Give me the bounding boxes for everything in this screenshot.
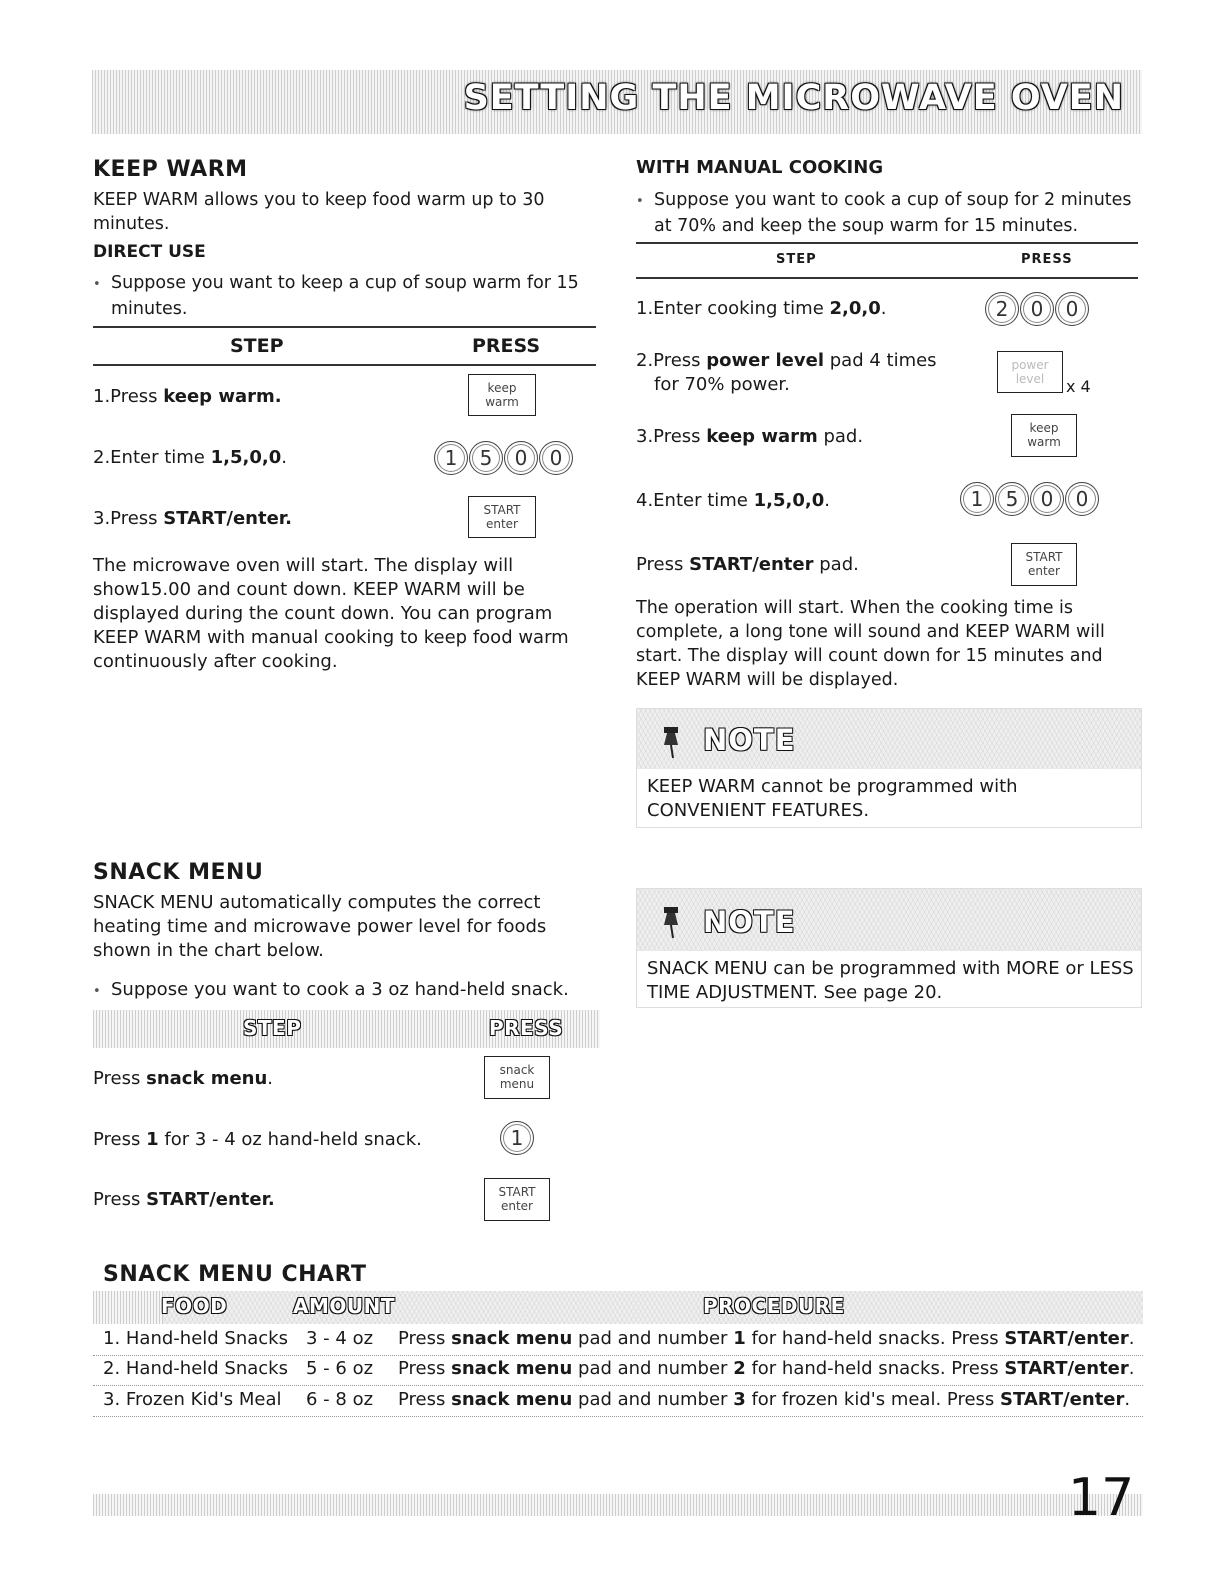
manual-cooking-bullet: • Suppose you want to cook a cup of soup for 2 minutes at 70% and keep the soup warm for 15 minutes. [636, 188, 1141, 238]
snack-menu-key: snack menu [484, 1056, 550, 1099]
digit-key: 0 [1065, 482, 1099, 516]
keep-warm-step-2: 2.Enter time 1,5,0,0. [93, 447, 287, 468]
note-text: SNACK MENU can be programmed with MORE or LESS TIME ADJUSTMENT. See page 20. [647, 958, 1134, 1003]
procedure-header: PROCEDURE [703, 1294, 845, 1318]
digit-key: 0 [539, 441, 573, 475]
digit-key: 0 [504, 441, 538, 475]
start-enter-key: START enter [484, 1178, 550, 1221]
manual-step-5: Press START/enter pad. [636, 554, 859, 575]
note-box [636, 888, 1142, 1008]
footer-bar [93, 1494, 1143, 1516]
start-enter-key: START enter [468, 496, 536, 538]
digit-key: 0 [1055, 292, 1089, 326]
manual-cooking-title: WITH MANUAL COOKING [636, 157, 884, 178]
table-rule-top [93, 326, 596, 328]
manual-step-2: 2.Press power level pad 4 times for 70% power. [636, 350, 937, 395]
note-title: NOTE [703, 723, 796, 757]
digit-key: 5 [469, 441, 503, 475]
table-row: 3. Frozen Kid's Meal 6 - 8 oz Press snack menu pad and number 3 for frozen kid's meal. Press START/enter. [103, 1389, 1131, 1410]
digit-key: 5 [995, 482, 1029, 516]
snack-step-3: Press START/enter. [93, 1189, 275, 1210]
keep-warm-step-3: 3.Press START/enter. [93, 508, 292, 529]
snack-table-header [93, 1010, 600, 1048]
step-header: STEP [243, 1016, 302, 1040]
keep-warm-description: The microwave oven will start. The display will show15.00 and count down. KEEP WARM will be displayed during the count down. You can program KEEP WARM with manual cooking to keep food warm continuously after cooking. [93, 555, 569, 672]
keep-warm-step-1: 1.Press keep warm. [93, 386, 282, 407]
keep-warm-key: keep warm [468, 374, 536, 416]
snack-menu-bullet: • Suppose you want to cook a 3 oz hand-held snack. [93, 978, 598, 1004]
keep-warm-key: keep warm [1011, 414, 1077, 457]
row-divider [93, 1416, 1143, 1417]
digit-key: 1 [500, 1121, 534, 1155]
digit-key: 1 [960, 482, 994, 516]
step-header: STEP [776, 252, 817, 267]
snack-chart-title: SNACK MENU CHART [103, 1262, 367, 1287]
table-row: 1. Hand-held Snacks 3 - 4 oz Press snack menu pad and number 1 for hand-held snacks. Press START/enter. [103, 1328, 1135, 1349]
table-row: 2. Hand-held Snacks 5 - 6 oz Press snack menu pad and number 2 for hand-held snacks. Press START/enter. [103, 1358, 1135, 1379]
digit-key: 1 [434, 441, 468, 475]
note-title: NOTE [703, 905, 796, 939]
row-divider [93, 1385, 1143, 1386]
snack-menu-intro: SNACK MENU automatically computes the correct heating time and microwave power level for foods shown in the chart below. [93, 892, 547, 961]
page-banner [92, 70, 1142, 134]
manual-step-3: 3.Press keep warm pad. [636, 426, 864, 447]
note-box [636, 708, 1142, 828]
food-header: FOOD [161, 1294, 228, 1318]
keep-warm-bullet: • Suppose you want to keep a cup of soup warm for 15 minutes. [93, 271, 598, 321]
table-rule-bottom [636, 277, 1138, 279]
banner-title: SETTING THE MICROWAVE OVEN [463, 78, 1124, 118]
row-divider [93, 1355, 1143, 1356]
keep-warm-intro: KEEP WARM allows you to keep food warm up to 30 minutes. [93, 190, 545, 234]
digit-key: 2 [985, 292, 1019, 326]
press-header: PRESS [1021, 252, 1073, 267]
table-rule-top [636, 242, 1138, 244]
press-header: PRESS [489, 1016, 564, 1040]
table-rule-bottom [93, 364, 596, 366]
power-level-key: power level [997, 351, 1063, 393]
manual-description: The operation will start. When the cooking time is complete, a long tone will sound and KEEP WARM will start. The display will count down for 15 minutes and KEEP WARM will be displayed. [636, 598, 1105, 690]
page-number: 17 [1068, 1468, 1135, 1528]
manual-step-4: 4.Enter time 1,5,0,0. [636, 490, 830, 511]
pushpin-icon [659, 725, 685, 759]
digit-keys [960, 482, 1099, 516]
snack-step-1: Press snack menu. [93, 1068, 274, 1089]
direct-use-title: DIRECT USE [93, 242, 206, 262]
keep-warm-title: KEEP WARM [93, 157, 248, 182]
digit-key: 0 [1030, 482, 1064, 516]
step-header: STEP [230, 335, 284, 357]
manual-step-1: 1.Enter cooking time 2,0,0. [636, 298, 887, 319]
start-enter-key: START enter [1011, 543, 1077, 586]
digit-keys [985, 292, 1089, 326]
times-label: x 4 [1066, 377, 1091, 396]
note-text: KEEP WARM cannot be programmed with CONVENIENT FEATURES. [647, 776, 1018, 821]
pushpin-icon [659, 905, 685, 939]
press-header: PRESS [472, 335, 541, 357]
snack-step-2: Press 1 for 3 - 4 oz hand-held snack. [93, 1129, 422, 1150]
digit-keys [434, 441, 573, 475]
amount-header: AMOUNT [293, 1294, 396, 1318]
header-hatch [93, 1291, 163, 1324]
snack-chart-header [93, 1291, 1143, 1324]
snack-menu-title: SNACK MENU [93, 860, 264, 885]
digit-key: 0 [1020, 292, 1054, 326]
